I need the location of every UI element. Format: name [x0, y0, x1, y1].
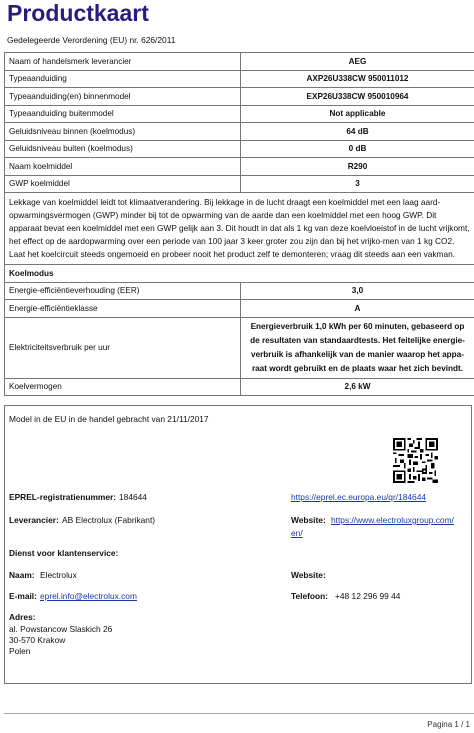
table-row [5, 175, 474, 193]
product-spec-table [4, 52, 474, 396]
section-heading-cooling: Koelmodus [5, 265, 474, 283]
row-value: 3 [241, 175, 474, 193]
row-label: Typeaanduiding [5, 70, 241, 88]
row-value: AEG [241, 53, 474, 71]
row-label: Elektriciteitsverbruik per uur [5, 317, 241, 378]
address-line: 30-570 Krakow [9, 635, 66, 645]
name-label: Naam: [9, 570, 35, 580]
table-row [5, 140, 474, 158]
footer-divider [4, 713, 474, 714]
row-value: EXP26U338CW 950010964 [241, 88, 474, 106]
table-row [5, 265, 474, 283]
row-value: Not applicable [241, 105, 474, 123]
row-value: AXP26U338CW 950011012 [241, 70, 474, 88]
regulation-subtitle: Gedelegeerde Verordening (EU) nr. 626/2011 [7, 35, 176, 45]
eprel-label: EPREL-registratienummer: [9, 492, 117, 502]
website-label: Website: [291, 515, 326, 525]
table-row [5, 70, 474, 88]
table-row [5, 300, 474, 318]
refrigerant-note: Lekkage van koelmiddel leidt tot klimaatverandering. Bij lekkage in de lucht draagt een koelmiddel met een laag aard-opwarmingsvermogen (GWP) minder bij tot de opwarming van de aarde dan een koelmiddel met een hoog GWP. Dit apparaat bevat een koelmiddel met een GWP gelijk aan 3. Dit houdt in dat als 1 kg van deze koelvloeistof in de lucht vrijkomt, het effect op de aardopwarming over een periode van 100 jaar 3 keer groter zou zijn dan bij het vrijko-men van 1 kg CO2. Laat het koelcircuit steeds ongemoeid en probeer nooit het product zelf te demonteren; vraag dit steeds aan een vakman. [5, 193, 474, 265]
table-row [5, 378, 474, 396]
name-value: Electrolux [40, 570, 77, 580]
service-website-label: Website: [291, 570, 326, 580]
page-title: Productkaart [7, 0, 149, 26]
row-label: Naam of handelsmerk leverancier [5, 53, 241, 71]
table-row [5, 123, 474, 141]
row-value: 64 dB [241, 123, 474, 141]
row-value: 2,6 kW [241, 378, 474, 396]
website-link-continued[interactable]: en/ [291, 528, 303, 538]
row-label: Geluidsniveau buiten (koelmodus) [5, 140, 241, 158]
email-link[interactable]: eprel.info@electrolux.com [40, 591, 137, 601]
supplier-value: AB Electrolux (Fabrikant) [62, 515, 156, 525]
website-link[interactable]: https://www.electroluxgroup.com/ [331, 515, 454, 525]
market-date: Model in de EU in de handel gebracht van 21/11/2017 [9, 414, 209, 424]
row-label: Typeaanduiding buitenmodel [5, 105, 241, 123]
table-row [5, 88, 474, 106]
supplier-label: Leverancier: [9, 515, 59, 525]
table-row [5, 282, 474, 300]
phone-label: Telefoon: [291, 591, 329, 601]
row-label: Koelvermogen [5, 378, 241, 396]
row-value: R290 [241, 158, 474, 176]
page-number: Pagina 1 / 1 [427, 720, 470, 729]
table-row [5, 105, 474, 123]
eprel-link[interactable]: https://eprel.ec.europa.eu/qr/184644 [291, 492, 427, 502]
email-label: E-mail: [9, 591, 37, 601]
table-row [5, 53, 474, 71]
row-label: Typeaanduiding(en) binnenmodel [5, 88, 241, 106]
row-label: Naam koelmiddel [5, 158, 241, 176]
row-value: 3,0 [241, 282, 474, 300]
row-label: Energie-efficiëntieverhouding (EER) [5, 282, 241, 300]
row-value: 0 dB [241, 140, 474, 158]
table-row [5, 193, 474, 265]
phone-value: +48 12 296 99 44 [335, 591, 401, 601]
qr-code-icon[interactable] [393, 438, 438, 483]
table-row [5, 317, 474, 378]
row-label: Energie-efficiëntieklasse [5, 300, 241, 318]
address-line: al. Powstancow Slaskich 26 [9, 624, 113, 634]
service-heading: Dienst voor klantenservice: [9, 548, 119, 558]
table-row [5, 158, 474, 176]
energy-consumption-text: Energieverbruik 1,0 kWh per 60 minuten, gebaseerd op de resultaten van standaardtests. Het feitelijke energie-verbruik is afhankelijk van de manier waarop het appa-raat wordt gebruikt en de plaats waar het zich bevindt. [241, 317, 474, 378]
row-value: A [241, 300, 474, 318]
row-label: Geluidsniveau binnen (koelmodus) [5, 123, 241, 141]
eprel-number: 184644 [119, 492, 147, 502]
address-label: Adres: [9, 612, 36, 622]
row-label: GWP koelmiddel [5, 175, 241, 193]
address-line: Polen [9, 646, 31, 656]
